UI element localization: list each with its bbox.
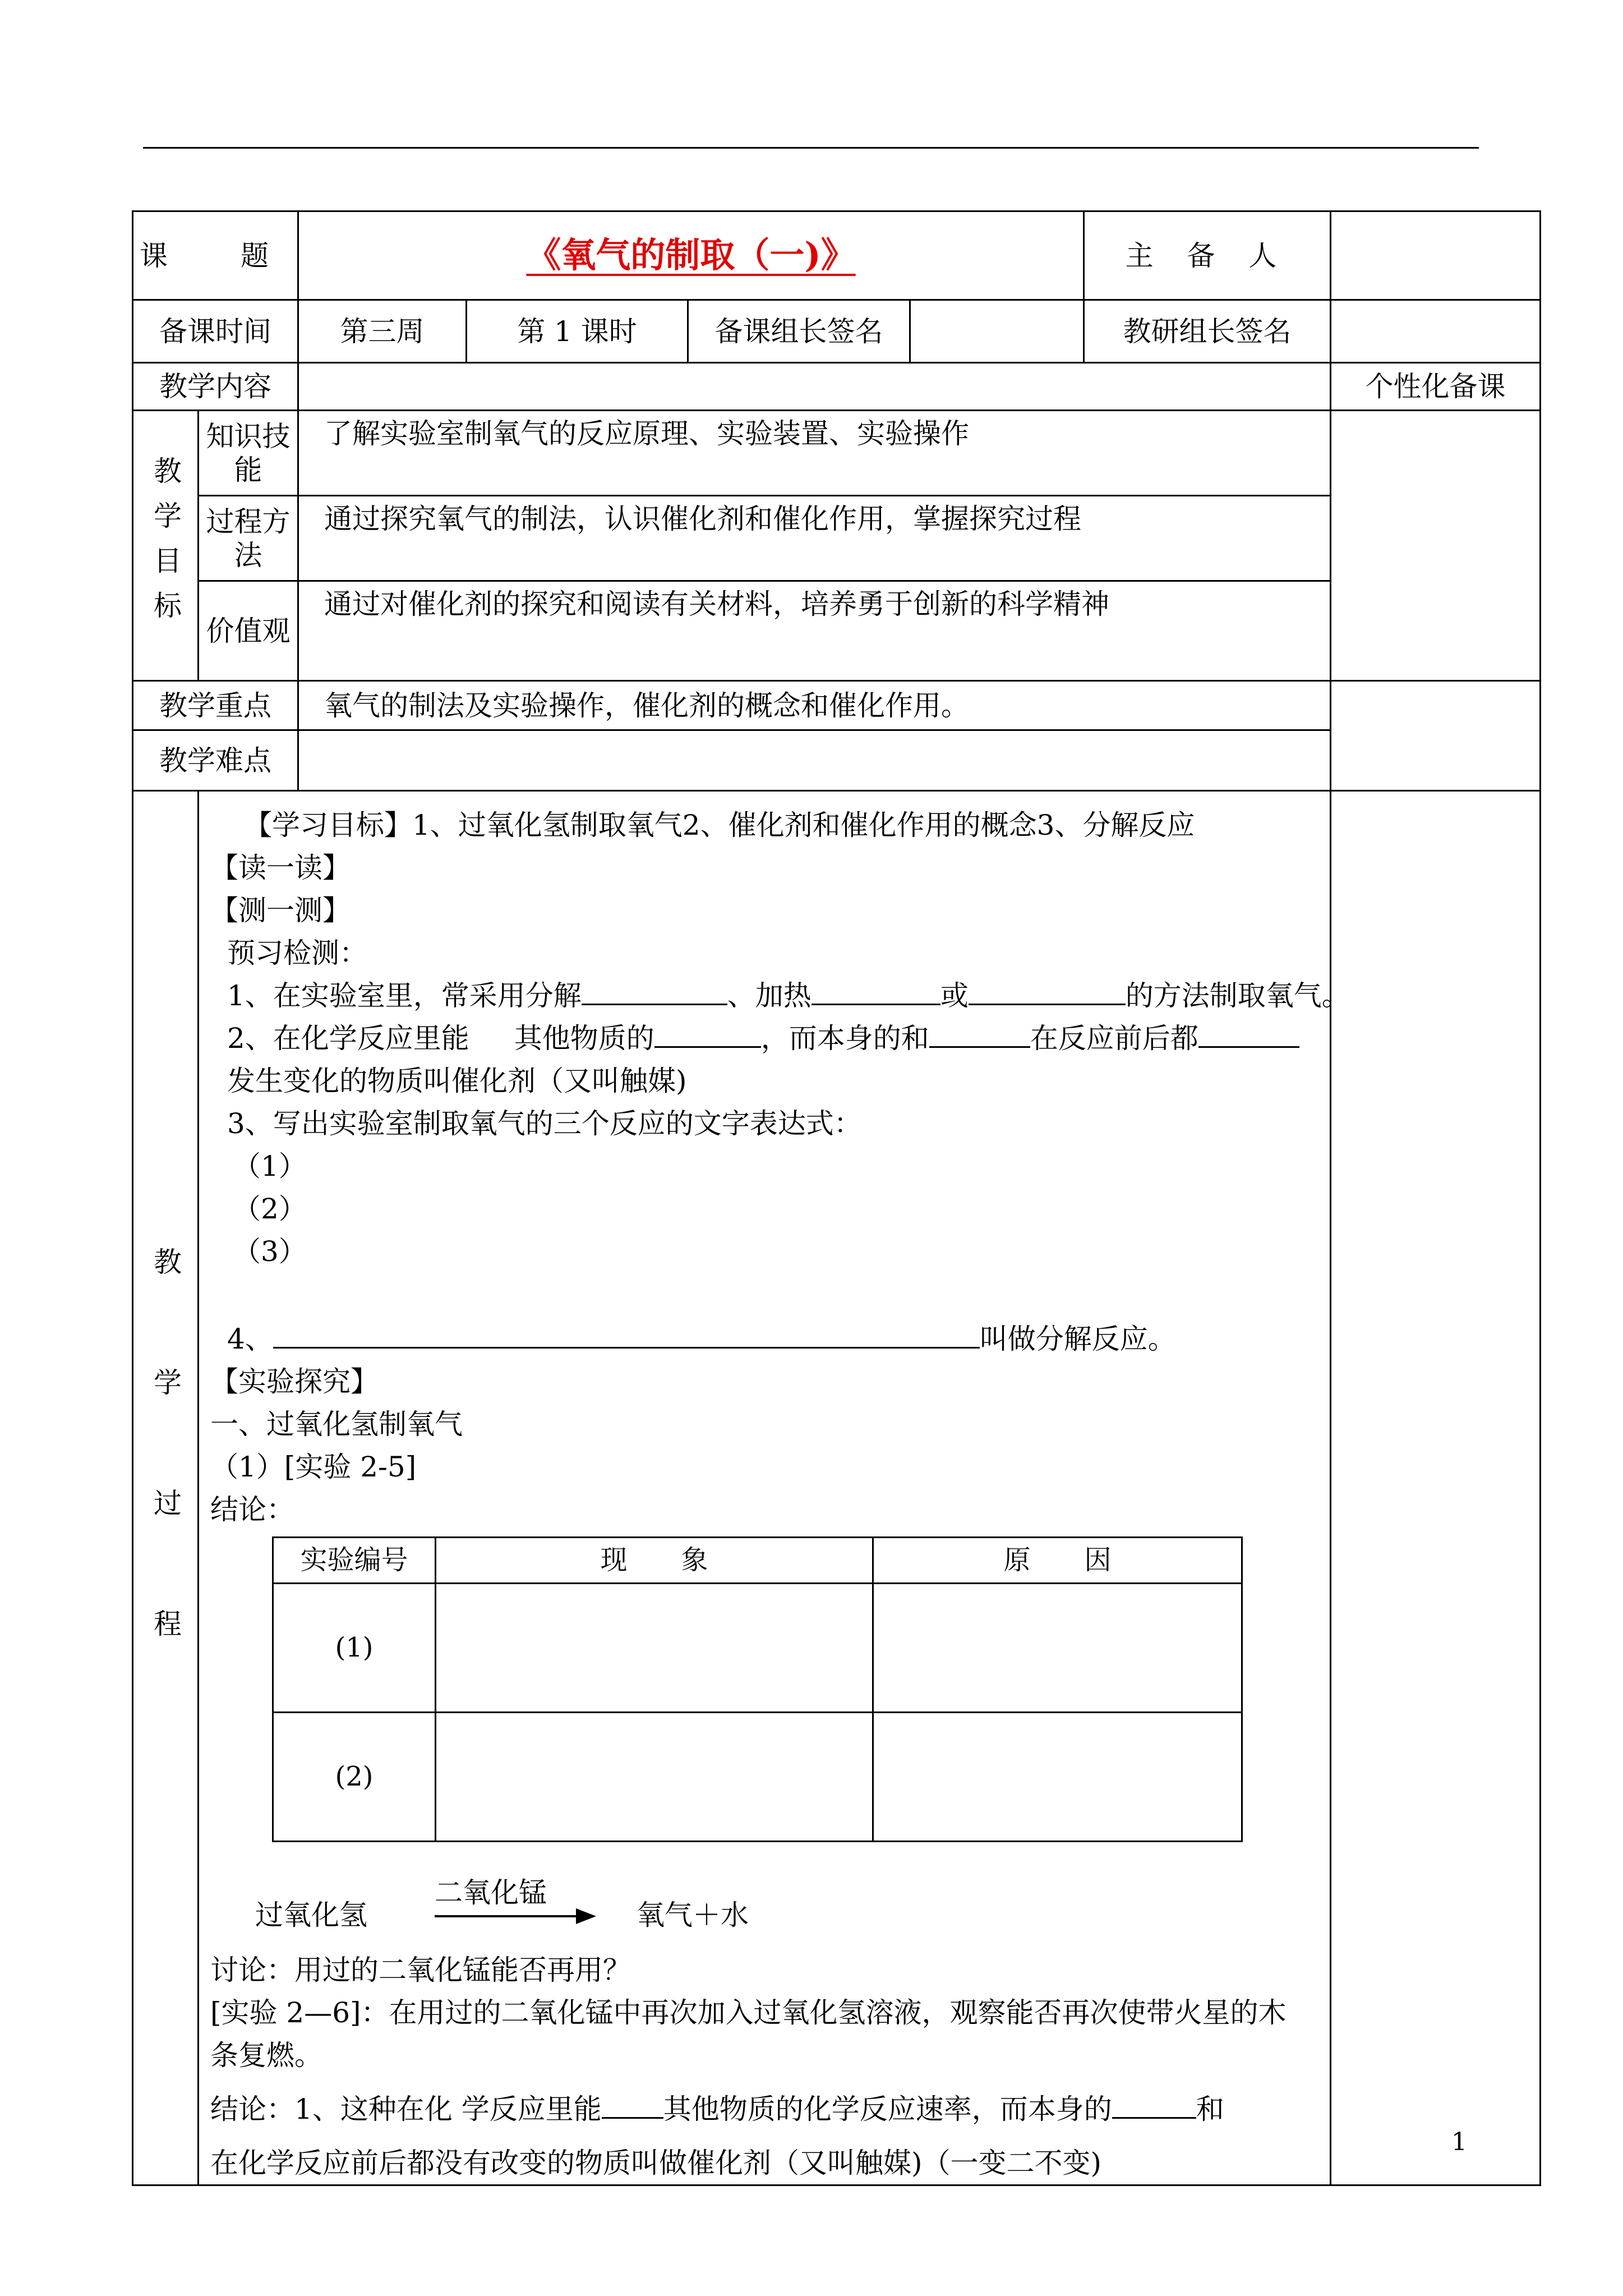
week-value: 第三周 [298, 300, 467, 363]
answer-line-3: （3） [233, 1235, 307, 1268]
goal-knowledge-label: 知识技能 [199, 411, 298, 496]
conclusion-1: 结论：1、这种在化 学反应里能 其他物质的化学反应速率，而本身的 和 [210, 2088, 1330, 2131]
exp-header-id: 实验编号 [273, 1538, 436, 1584]
answer-blank [1198, 1019, 1299, 1048]
key-point-text: 氧气的制法及实验操作，催化剂的概念和催化作用。 [298, 681, 1331, 730]
answer-line-2: （2） [233, 1193, 307, 1225]
exp-row-id: (2) [273, 1713, 436, 1842]
product: 氧气＋水 [637, 1899, 749, 1931]
experiment-2-6-cont: 条复燃。 [210, 2039, 322, 2072]
personal-prep-label: 个性化备课 [1331, 363, 1541, 411]
reaction-equation [210, 1876, 1330, 1949]
question-2-cont: 发生变化的物质叫催化剂（又叫触媒) [227, 1065, 687, 1097]
goal-process-text: 通过探究氧气的制法，认识催化剂和催化作用，掌握探究过程 [298, 496, 1331, 581]
answer-blank [582, 977, 727, 1005]
exp-row-reason [873, 1713, 1242, 1842]
answer-blank [273, 1320, 980, 1349]
process-label: 教学过程 [149, 1246, 182, 1729]
answer-blank [969, 977, 1126, 1005]
research-leader-sign-label: 教研组长签名 [1084, 300, 1331, 363]
catalyst: 二氧化锰 [435, 1876, 547, 1909]
difficulty-text [298, 730, 1331, 791]
answer-blank [602, 2090, 663, 2119]
lesson-plan-table [132, 210, 1541, 2186]
answer-blank [811, 977, 940, 1005]
topic-label: 课 题 [133, 211, 298, 300]
experiment-table [272, 1536, 1243, 1842]
header-rule [143, 147, 1479, 149]
exp-row-id: (1) [273, 1584, 436, 1713]
reactant: 过氧化氢 [255, 1899, 367, 1931]
experiment-2-6: [实验 2—6]：在用过的二氧化锰中再次加入过氧化氢溶液，观察能否再次使带火星的木 [210, 1996, 1287, 2029]
answer-line-1: （1） [233, 1150, 307, 1182]
personal-goals-cell [1331, 411, 1541, 681]
goal-value-text: 通过对催化剂的探究和阅读有关材料，培养勇于创新的科学精神 [298, 581, 1331, 681]
goals-label-cell [133, 411, 199, 681]
question-1: 1、在实验室里，常采用分解 、加热 或 的方法制取氧气。 [210, 974, 1330, 1017]
arrow-head-icon [576, 1908, 596, 1924]
preparer-value [1331, 211, 1541, 300]
process-label-cell [133, 791, 199, 2185]
exp-row-reason [873, 1584, 1242, 1713]
group-leader-sign-label: 备课组长签名 [688, 300, 910, 363]
period-value: 第 1 课时 [467, 300, 688, 363]
read-heading: 【读一读】 [210, 852, 351, 884]
lesson-title: 《氧气的制取（一)》 [526, 234, 856, 276]
conclusion-label: 结论： [210, 1493, 294, 1526]
prep-time-label: 备课时间 [133, 300, 298, 363]
process-content [199, 791, 1350, 2185]
goal-process-label: 过程方法 [199, 496, 298, 581]
research-leader-sign-value [1331, 300, 1541, 363]
experiment-heading: 【实验探究】 [210, 1365, 379, 1398]
content-value [298, 363, 1331, 411]
goal-knowledge-text: 了解实验室制氧气的反应原理、实验装置、实验操作 [298, 411, 1331, 496]
question-2: 2、在化学反应里能 其他物质的 ，而本身的和 在反应前后都 [210, 1017, 1330, 1060]
goal-value-label: 价值观 [199, 581, 298, 681]
goals-label: 教学目标 [149, 455, 182, 636]
difficulty-label: 教学难点 [133, 730, 298, 791]
answer-blank [1112, 2090, 1196, 2119]
group-leader-sign-value [910, 300, 1084, 363]
page-number: 1 [1451, 2128, 1467, 2156]
exp-header-reason: 原 因 [873, 1538, 1242, 1584]
test-heading: 【测一测】 [210, 894, 351, 927]
section-heading: 一、过氧化氢制氧气 [210, 1408, 463, 1441]
exp-row-phenomenon [436, 1584, 873, 1713]
preview-check: 预习检测： [227, 937, 367, 969]
experiment-2-5: （1）[实验 2-5] [210, 1451, 417, 1483]
conclusion-1-cont: 在化学反应前后都没有改变的物质叫做催化剂（又叫触媒)（一变二不变) [210, 2147, 1102, 2179]
reaction-arrow [435, 1915, 580, 1917]
content-label: 教学内容 [133, 363, 298, 411]
personal-process-cell [1331, 791, 1541, 2185]
preparer-label: 主 备 人 [1084, 211, 1331, 300]
lesson-title-cell [298, 211, 1084, 300]
question-3: 3、写出实验室制取氧气的三个反应的文字表达式： [227, 1107, 862, 1140]
answer-blank [654, 1019, 761, 1048]
learning-goals-line: 【学习目标】1、过氧化氢制取氧气2、催化剂和催化作用的概念3、分解反应 [244, 809, 1195, 841]
exp-header-phenomenon: 现 象 [436, 1538, 873, 1584]
answer-blank [929, 1019, 1030, 1048]
personal-key-cell [1331, 681, 1541, 791]
exp-row-phenomenon [436, 1713, 873, 1842]
question-4: 4、 叫做分解反应。 [210, 1318, 1330, 1360]
discussion: 讨论：用过的二氧化锰能否再用？ [210, 1954, 631, 1986]
key-point-label: 教学重点 [133, 681, 298, 730]
